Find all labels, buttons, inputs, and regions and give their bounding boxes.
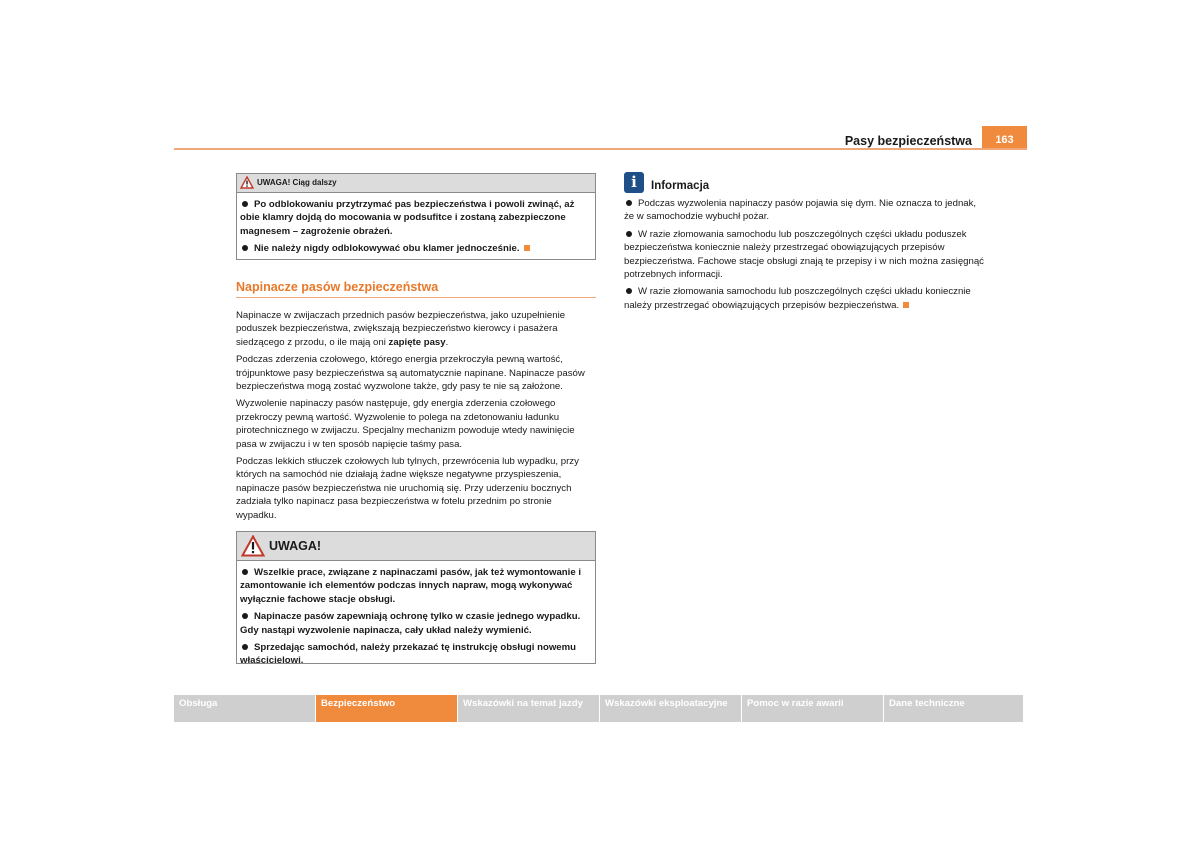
bullet (242, 245, 248, 251)
body-paragraph: Podczas zderzenia czołowego, którego energia przekroczyła pewną wartość, trójpunktowe pasy bezpieczeństwa są automatycznie napinane. Napinacze pasów bezpieczeństwa mogą zostać wyzwolone także, gdy pasy te nie są założone. (236, 354, 585, 393)
end-mark-icon (903, 302, 909, 308)
section-heading: Napinacze pasów bezpieczeństwa (236, 280, 596, 298)
info-item: W razie złomowania samochodu lub poszczególnych części układu koniecznie należy przestrzegać obowiązujących przepisów bezpieczeństwa. (624, 286, 971, 311)
running-header-title: Pasy bezpieczeństwa (844, 134, 972, 148)
tab-pomoc-awarii[interactable]: Pomoc w razie awarii (742, 695, 883, 722)
tab-wskazowki-jazdy[interactable]: Wskazówki na temat jazdy (458, 695, 599, 722)
warning-item: Sprzedając samochód, należy przekazać tę instrukcję obsługi nowemu właścicielowi. (240, 642, 577, 667)
warning-continued-header (237, 174, 595, 193)
bullet (626, 231, 632, 237)
info-body (624, 197, 984, 316)
warning-continued-box (236, 173, 596, 260)
info-item: W razie złomowania samochodu lub poszczególnych części układu poduszek bezpieczeństwa koniecznie należy przestrzegać obowiązujących przepisów bezpieczeństwa. Fachowe stacje obsługi znają te przepisy i w nich można zasięgnąć potrzebnych informacji. (624, 228, 984, 281)
chapter-tabs (174, 695, 1023, 722)
warning-continued-item: Nie należy nigdy odblokowywać obu klamer jednocześnie. (240, 242, 592, 255)
warning-item: Napinacze pasów zapewniają ochronę tylko w czasie jednego wypadku. Gdy nastąpi wyzwolenie napinacza, cały układ należy wymienić. (240, 611, 581, 636)
warning-continued-heading: UWAGA! Ciąg dalszy (257, 178, 337, 187)
tab-bezpieczenstwo[interactable]: Bezpieczeństwo (316, 695, 457, 722)
body-paragraph: Podczas lekkich stłuczek czołowych lub tylnych, przewrócenia lub wypadku, przy których na samochód nie działają żadne większe negatywne przyspieszenia, napinacze pasów bezpieczeństwa nie uruchomią się. Przy uderzeniu bocznych zadziała tylko napinacz pasa bezpieczeństwa w fotelu przednim po stronie wypadku. (236, 456, 579, 521)
bullet (626, 288, 632, 294)
bullet (242, 613, 248, 619)
bullet (242, 201, 248, 207)
info-heading: Informacja (651, 180, 710, 192)
tab-obsluga[interactable]: Obsługa (174, 695, 315, 722)
warning-header (237, 532, 595, 561)
warning-box (236, 531, 596, 667)
info-icon: i (624, 172, 644, 193)
body-paragraph: Wyzwolenie napinaczy pasów następuje, gdy energia zderzenia czołowego przekroczy pewną wartość. Wyzwolenie to polega na zdetonowaniu ładunku pirotechnicznego w zwijaczu. Specjalny mechanizm powoduje wtedy nawinięcie pasa w zwijaczu i w ten sposób napięcie taśmy pasa. (236, 398, 575, 450)
tab-wskazowki-eksploatacyjne[interactable]: Wskazówki eksploatacyjne (600, 695, 741, 722)
warning-item: Wszelkie prace, związane z napinaczami pasów, jak też wymontowanie i zamontowanie ich elementów podczas innych napraw, mogą wykonywać wyłącznie fachowe stacje obsługi. (240, 567, 582, 605)
warning-heading: UWAGA! (269, 539, 322, 553)
body-paragraph: Napinacze w zwijaczach przednich pasów bezpieczeństwa, jako uzupełnienie poduszek bezpieczeństwa, zwiększają bezpieczeństwo kierowcy i pasażera siedzącego z przodu, o ile mają oni zapięte pasy. (236, 310, 566, 348)
warning-triangle-icon (241, 535, 265, 557)
page-number: 163 (982, 126, 1027, 150)
end-mark-icon (524, 245, 530, 251)
section-body (236, 309, 594, 526)
info-item: Podczas wyzwolenia napinaczy pasów pojawia się dym. Nie oznacza to jednak, że w samochodzie wybuchł pożar. (624, 198, 977, 223)
header-rule (174, 148, 1027, 150)
bullet (242, 644, 248, 650)
bullet (242, 569, 248, 575)
warning-continued-item: Po odblokowaniu przytrzymać pas bezpieczeństwa i powoli zwinąć, aż obie klamry dojdą do mocowania w podsufitce i zostaną zabezpieczone magnesem – zagrożenie obrażeń. (240, 199, 575, 237)
bullet (626, 200, 632, 206)
warning-triangle-icon (240, 176, 254, 189)
tab-dane-techniczne[interactable]: Dane techniczne (884, 695, 1023, 722)
